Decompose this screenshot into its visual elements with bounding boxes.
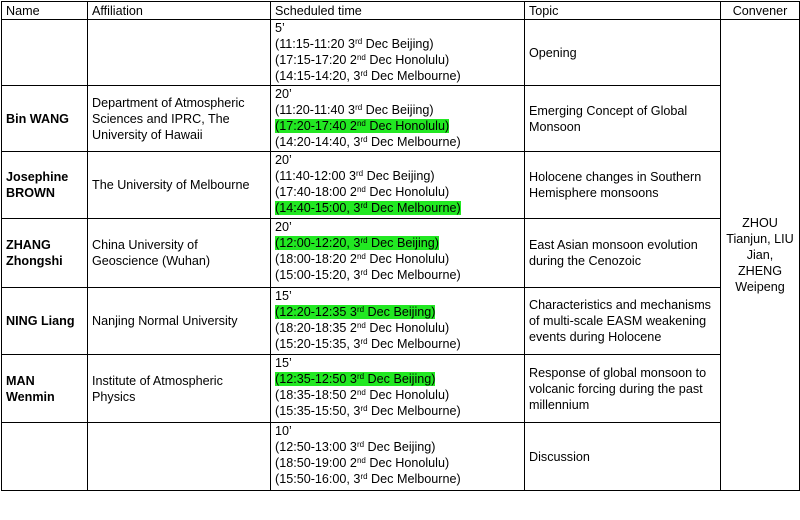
time-slot-highlight bbox=[275, 201, 461, 215]
time-slot-text bbox=[275, 321, 449, 335]
time-slot bbox=[275, 403, 520, 419]
time-slot-text bbox=[275, 135, 461, 149]
day-number: 3 bbox=[349, 372, 357, 386]
ordinal-suffix: rd bbox=[355, 103, 363, 112]
time-slot bbox=[275, 320, 520, 336]
time-slot-text bbox=[275, 472, 461, 486]
scheduled-time bbox=[271, 355, 525, 423]
header-scheduled-time: Scheduled time bbox=[271, 2, 525, 20]
speaker-affiliation: Department of Atmospheric Sciences and IPRC, The University of Hawaii bbox=[88, 86, 271, 152]
time-slot bbox=[275, 36, 520, 52]
time-slot bbox=[275, 102, 520, 118]
table-row bbox=[2, 20, 800, 86]
day-number: 3 bbox=[348, 169, 356, 183]
location: Dec Honolulu) bbox=[365, 388, 450, 402]
time-slot-highlight bbox=[275, 372, 435, 386]
time-slot-text bbox=[275, 268, 461, 282]
time-range: (12:20-12:35 bbox=[275, 305, 350, 319]
day-number: 2 bbox=[349, 321, 357, 335]
time-slot bbox=[275, 439, 520, 455]
time-range: (15:35-15:50, bbox=[275, 404, 354, 418]
ordinal-suffix: rd bbox=[356, 372, 365, 381]
duration: 10’ bbox=[275, 424, 292, 438]
ordinal-suffix: rd bbox=[356, 305, 365, 314]
table-row bbox=[2, 288, 800, 355]
table-row bbox=[2, 355, 800, 423]
scheduled-time bbox=[271, 152, 525, 219]
location: Dec Honolulu) bbox=[365, 185, 450, 199]
time-slot-text bbox=[275, 169, 435, 183]
speaker-name: MAN Wenmin bbox=[2, 355, 88, 423]
talk-topic: Response of global monsoon to volcanic forcing during the past millennium bbox=[525, 355, 721, 423]
talk-topic: Emerging Concept of Global Monsoon bbox=[525, 86, 721, 152]
location: Dec Melbourne) bbox=[367, 135, 461, 149]
time-slot bbox=[275, 251, 520, 267]
duration: 20’ bbox=[275, 153, 292, 167]
day-number: 3 bbox=[353, 135, 361, 149]
day-number: 3 bbox=[348, 103, 356, 117]
time-range: (14:20-14:40, bbox=[275, 135, 354, 149]
location: Dec Beijing) bbox=[364, 372, 436, 386]
ordinal-suffix: nd bbox=[356, 388, 366, 397]
location: Dec Honolulu) bbox=[365, 53, 450, 67]
speaker-affiliation: The University of Melbourne bbox=[88, 152, 271, 219]
talk-topic: Discussion bbox=[525, 423, 721, 491]
day-number: 2 bbox=[349, 119, 357, 133]
speaker-name bbox=[2, 20, 88, 86]
time-range: (14:40-15:00, bbox=[275, 201, 354, 215]
ordinal-suffix: nd bbox=[356, 252, 366, 261]
speaker-name: Bin WANG bbox=[2, 86, 88, 152]
scheduled-time bbox=[271, 219, 525, 288]
time-range: (18:20-18:35 bbox=[275, 321, 350, 335]
ordinal-suffix: rd bbox=[360, 268, 368, 277]
speaker-name: ZHANG Zhongshi bbox=[2, 219, 88, 288]
day-number: 3 bbox=[353, 201, 361, 215]
location: Dec Beijing) bbox=[363, 169, 435, 183]
talk-topic: East Asian monsoon evolution during the Cenozoic bbox=[525, 219, 721, 288]
location: Dec Melbourne) bbox=[367, 404, 461, 418]
time-slot-text bbox=[275, 185, 449, 199]
day-number: 2 bbox=[349, 185, 357, 199]
time-slot-highlight bbox=[275, 119, 449, 133]
day-number: 3 bbox=[353, 69, 361, 83]
time-slot bbox=[275, 118, 520, 134]
location: Dec Beijing) bbox=[362, 37, 434, 51]
ordinal-suffix: rd bbox=[360, 337, 368, 346]
time-range: (17:15-17:20 bbox=[275, 53, 350, 67]
ordinal-suffix: rd bbox=[360, 472, 368, 481]
speaker-name bbox=[2, 423, 88, 491]
time-slot bbox=[275, 200, 520, 216]
speaker-name: Josephine BROWN bbox=[2, 152, 88, 219]
time-range: (11:20-11:40 bbox=[275, 103, 349, 117]
time-slot-highlight bbox=[275, 236, 439, 250]
time-slot bbox=[275, 336, 520, 352]
time-slot bbox=[275, 68, 520, 84]
scheduled-time bbox=[271, 86, 525, 152]
day-number: 3 bbox=[348, 37, 356, 51]
talk-topic: Holocene changes in Southern Hemisphere monsoons bbox=[525, 152, 721, 219]
time-slot bbox=[275, 52, 520, 68]
day-number: 3 bbox=[353, 236, 361, 250]
ordinal-suffix: nd bbox=[356, 185, 366, 194]
location: Dec Honolulu) bbox=[365, 252, 450, 266]
ordinal-suffix: rd bbox=[356, 440, 365, 449]
day-number: 3 bbox=[349, 305, 357, 319]
duration: 15’ bbox=[275, 356, 292, 370]
time-slot-text bbox=[275, 37, 434, 51]
time-slot-text bbox=[275, 456, 449, 470]
ordinal-suffix: rd bbox=[356, 169, 364, 178]
speaker-affiliation: Institute of Atmospheric Physics bbox=[88, 355, 271, 423]
convener-names: ZHOU Tianjun, LIU Jian, ZHENG Weipeng bbox=[721, 20, 800, 491]
location: Dec Melbourne) bbox=[367, 337, 461, 351]
ordinal-suffix: nd bbox=[356, 53, 366, 62]
time-range: (18:35-18:50 bbox=[275, 388, 350, 402]
ordinal-suffix: nd bbox=[356, 119, 366, 128]
time-range: (14:15-14:20, bbox=[275, 69, 354, 83]
ordinal-suffix: rd bbox=[360, 201, 368, 210]
location: Dec Melbourne) bbox=[367, 201, 461, 215]
speaker-affiliation: Nanjing Normal University bbox=[88, 288, 271, 355]
time-slot-text bbox=[275, 69, 461, 83]
time-range: (15:20-15:35, bbox=[275, 337, 354, 351]
day-number: 3 bbox=[353, 404, 361, 418]
time-range: (15:50-16:00, bbox=[275, 472, 354, 486]
time-slot-text bbox=[275, 103, 434, 117]
table-row bbox=[2, 152, 800, 219]
location: Dec Melbourne) bbox=[367, 69, 461, 83]
time-range: (11:15-11:20 bbox=[275, 37, 349, 51]
header-topic: Topic bbox=[525, 2, 721, 20]
ordinal-suffix: rd bbox=[360, 135, 368, 144]
location: Dec Honolulu) bbox=[365, 119, 450, 133]
time-slot-text bbox=[275, 53, 449, 67]
time-slot bbox=[275, 267, 520, 283]
header-convener: Convener bbox=[721, 2, 800, 20]
time-slot bbox=[275, 168, 520, 184]
talk-topic: Opening bbox=[525, 20, 721, 86]
scheduled-time bbox=[271, 423, 525, 491]
time-slot bbox=[275, 134, 520, 150]
ordinal-suffix: nd bbox=[356, 456, 366, 465]
time-slot-text bbox=[275, 388, 449, 402]
location: Dec Melbourne) bbox=[367, 268, 461, 282]
time-slot-text bbox=[275, 440, 435, 454]
duration: 20’ bbox=[275, 87, 292, 101]
ordinal-suffix: rd bbox=[360, 236, 368, 245]
time-range: (17:40-18:00 bbox=[275, 185, 350, 199]
duration: 15’ bbox=[275, 289, 292, 303]
duration: 5’ bbox=[275, 21, 285, 35]
location: Dec Melbourne) bbox=[367, 472, 461, 486]
time-slot-text bbox=[275, 404, 461, 418]
day-number: 2 bbox=[349, 388, 357, 402]
time-slot bbox=[275, 471, 520, 487]
time-range: (11:40-12:00 bbox=[275, 169, 349, 183]
speaker-affiliation bbox=[88, 20, 271, 86]
table-row bbox=[2, 86, 800, 152]
day-number: 2 bbox=[349, 456, 357, 470]
scheduled-time bbox=[271, 20, 525, 86]
day-number: 3 bbox=[353, 472, 361, 486]
time-slot bbox=[275, 235, 520, 251]
time-range: (15:00-15:20, bbox=[275, 268, 354, 282]
location: Dec Beijing) bbox=[367, 236, 439, 250]
location: Dec Honolulu) bbox=[365, 321, 450, 335]
ordinal-suffix: nd bbox=[356, 321, 366, 330]
speaker-name: NING Liang bbox=[2, 288, 88, 355]
header-row bbox=[2, 2, 800, 20]
ordinal-suffix: rd bbox=[360, 69, 368, 78]
table-row bbox=[2, 423, 800, 491]
day-number: 3 bbox=[349, 440, 357, 454]
duration: 20’ bbox=[275, 220, 292, 234]
time-slot-highlight bbox=[275, 305, 435, 319]
speaker-affiliation bbox=[88, 423, 271, 491]
ordinal-suffix: rd bbox=[355, 37, 363, 46]
time-slot bbox=[275, 371, 520, 387]
scheduled-time bbox=[271, 288, 525, 355]
ordinal-suffix: rd bbox=[360, 404, 368, 413]
schedule-table bbox=[1, 1, 800, 491]
location: Dec Beijing) bbox=[362, 103, 434, 117]
table-row bbox=[2, 219, 800, 288]
time-range: (12:50-13:00 bbox=[275, 440, 350, 454]
header-name: Name bbox=[2, 2, 88, 20]
day-number: 3 bbox=[353, 268, 361, 282]
time-slot-text bbox=[275, 252, 449, 266]
speaker-affiliation: China University of Geoscience (Wuhan) bbox=[88, 219, 271, 288]
location: Dec Beijing) bbox=[364, 440, 436, 454]
location: Dec Beijing) bbox=[364, 305, 436, 319]
time-range: (12:35-12:50 bbox=[275, 372, 350, 386]
time-slot bbox=[275, 387, 520, 403]
time-slot bbox=[275, 304, 520, 320]
time-range: (18:00-18:20 bbox=[275, 252, 350, 266]
talk-topic: Characteristics and mechanisms of multi-scale EASM weakening events during Holocene bbox=[525, 288, 721, 355]
time-range: (12:00-12:20, bbox=[275, 236, 354, 250]
time-slot bbox=[275, 184, 520, 200]
time-range: (17:20-17:40 bbox=[275, 119, 350, 133]
time-slot bbox=[275, 455, 520, 471]
day-number: 3 bbox=[353, 337, 361, 351]
location: Dec Honolulu) bbox=[365, 456, 450, 470]
time-slot-text bbox=[275, 337, 461, 351]
time-range: (18:50-19:00 bbox=[275, 456, 350, 470]
header-affiliation: Affiliation bbox=[88, 2, 271, 20]
day-number: 2 bbox=[349, 53, 357, 67]
day-number: 2 bbox=[349, 252, 357, 266]
